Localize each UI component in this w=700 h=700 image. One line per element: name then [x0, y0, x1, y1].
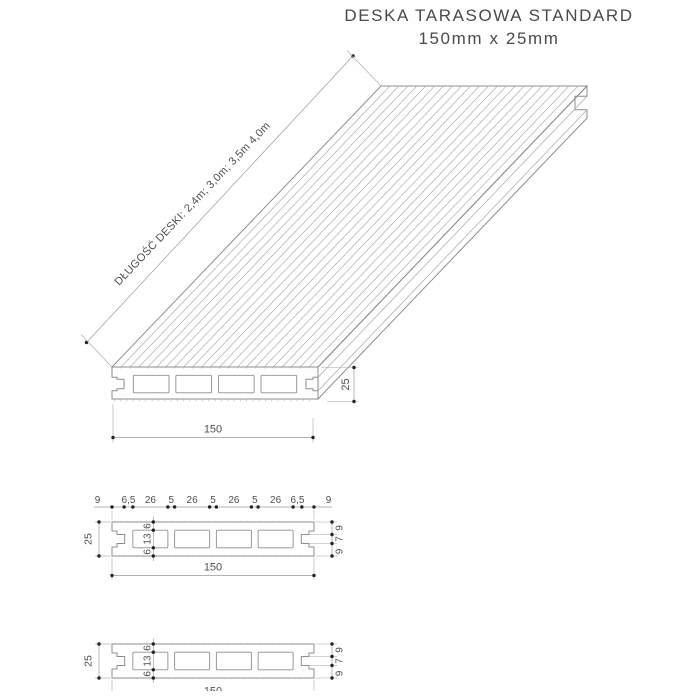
dim-label: 6 [142, 645, 154, 651]
dim-label: 26 [228, 495, 240, 506]
dim-label: 6,5 [121, 495, 136, 506]
extension-line [81, 335, 112, 368]
dim-label: 9 [94, 495, 101, 506]
board-groove-line [148, 86, 417, 367]
board-groove-line [157, 86, 426, 367]
dim-label: 150 [203, 561, 223, 574]
board-groove-line [202, 86, 471, 367]
dim-dot [97, 676, 100, 679]
board-groove-line [273, 86, 542, 367]
dim-dot [110, 505, 113, 508]
page-cut-strip [40, 691, 380, 700]
board-front-face [112, 367, 318, 399]
drawing-subtitle: 150mm x 25mm [418, 29, 560, 48]
dim-dot [352, 400, 355, 403]
title-block [344, 6, 633, 48]
dim-label: 9 [325, 495, 332, 506]
dim-label: 26 [144, 495, 156, 506]
board-groove-line [193, 86, 462, 367]
dim-label: 9 [334, 670, 346, 677]
dim-dot [110, 574, 113, 577]
board-groove-line [291, 86, 560, 367]
dim-label: 9 [334, 525, 346, 531]
page-cut-mask [40, 691, 380, 700]
dim-dot [312, 505, 315, 508]
dim-label: 9 [334, 647, 346, 653]
dim-label: 6 [142, 523, 154, 529]
side-groove-edge [318, 96, 587, 377]
length-note: DŁUGOŚĆ DESKI: 2,4m; 3,0m; 3,5m 4,0m [112, 119, 273, 289]
dim-label: 13 [142, 533, 154, 545]
dim-label: 25 [82, 655, 95, 667]
dim-dot [330, 542, 333, 545]
board-groove-line [184, 86, 453, 367]
dim-label: 7 [334, 658, 346, 664]
dim-dot [152, 668, 155, 671]
section-chamber [216, 530, 251, 548]
dim-label: 6 [142, 671, 154, 677]
dim-label: 5 [210, 495, 216, 506]
dim-dot [330, 676, 333, 679]
section-chamber [258, 530, 293, 548]
dim-label: 26 [186, 495, 198, 506]
dim-dot [330, 533, 333, 536]
section-chamber [175, 530, 210, 548]
dim-dot [97, 642, 100, 645]
dim-dot [97, 554, 100, 557]
dim-dot [97, 520, 100, 523]
thickness-dim-label: 25 [340, 378, 352, 391]
dim-label: 26 [270, 495, 282, 506]
dim-dot [152, 520, 155, 523]
dim-dot [111, 436, 114, 439]
dim-label: 5 [168, 495, 175, 506]
board-groove-line [282, 86, 551, 367]
dim-label: 9 [334, 548, 346, 555]
dim-dot [352, 366, 355, 369]
section-chamber [175, 652, 210, 670]
width-dim-label: 150 [203, 423, 223, 436]
drawing-title: DESKA TARASOWA STANDARD [344, 6, 634, 25]
dim-label: 5 [252, 495, 258, 506]
board-groove-line [255, 86, 524, 367]
dim-label: 7 [334, 536, 346, 542]
isometric-view [81, 51, 587, 443]
section-chamber [258, 652, 293, 670]
board-groove-line [175, 86, 444, 367]
board-groove-line [211, 86, 480, 367]
length-dim-line [87, 56, 354, 343]
dim-dot [330, 664, 333, 667]
dim-dot [152, 642, 155, 645]
board-groove-line [166, 86, 435, 367]
dim-label: 13 [142, 655, 154, 667]
cross-section-top [83, 495, 346, 580]
board-groove-line [237, 86, 506, 367]
extension-line [347, 51, 381, 87]
dim-label: 6 [142, 549, 154, 555]
dim-label: 25 [82, 533, 95, 545]
dim-label: 6,5 [290, 495, 305, 506]
section-chamber [216, 652, 251, 670]
dim-dot [312, 574, 315, 577]
dim-dot [152, 546, 155, 549]
dim-dot [330, 520, 333, 523]
dim-dot [311, 436, 314, 439]
cross-section-bottom [83, 639, 346, 698]
dim-dot [330, 655, 333, 658]
dim-dot [330, 554, 333, 557]
dim-dot [330, 642, 333, 645]
board-groove-line [264, 86, 533, 367]
